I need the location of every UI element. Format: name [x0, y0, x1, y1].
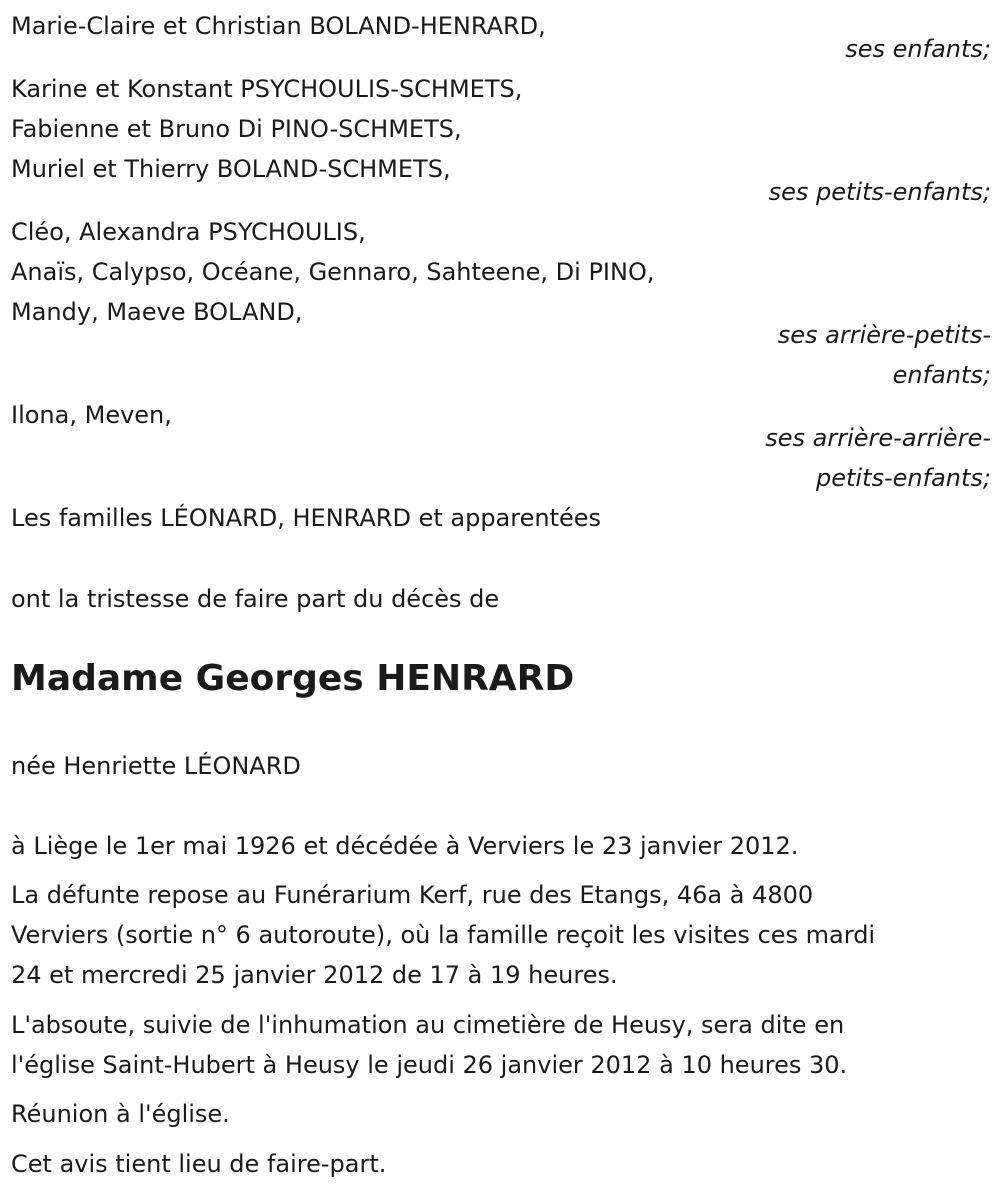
great-great-grandchildren-role-label-2: petits-enfants;	[816, 464, 991, 492]
great-great-grandchildren-role-label-1: ses arrière-arrière-	[765, 424, 991, 452]
maiden-name-line: née Henriette LÉONARD	[11, 752, 301, 780]
deceased-name-heading: Madame Georges HENRARD	[11, 658, 575, 699]
body-line-closing: Cet avis tient lieu de faire-part.	[11, 1150, 387, 1178]
body-line-funerarium-3: 24 et mercredi 25 janvier 2012 de 17 à 19 heures.	[11, 961, 618, 989]
great-grandchildren-name-2: Anaïs, Calypso, Océane, Gennaro, Sahteene, Di PINO,	[11, 258, 655, 286]
children-name-1: Marie-Claire et Christian BOLAND-HENRARD,	[11, 12, 546, 40]
grandchildren-name-3: Muriel et Thierry BOLAND-SCHMETS,	[11, 155, 451, 183]
children-role-label: ses enfants;	[845, 35, 991, 63]
great-grandchildren-name-1: Cléo, Alexandra PSYCHOULIS,	[11, 218, 366, 246]
announcement-line: ont la tristesse de faire part du décès de	[11, 585, 500, 613]
body-line-ceremony-2: l'église Saint-Hubert à Heusy le jeudi 26 janvier 2012 à 10 heures 30.	[11, 1051, 848, 1079]
body-line-ceremony-1: L'absoute, suivie de l'inhumation au cimetière de Heusy, sera dite en	[11, 1011, 845, 1039]
body-line-birth-death: à Liège le 1er mai 1926 et décédée à Verviers le 23 janvier 2012.	[11, 832, 799, 860]
great-grandchildren-role-label-1: ses arrière-petits-	[777, 321, 991, 349]
grandchildren-name-1: Karine et Konstant PSYCHOULIS-SCHMETS,	[11, 75, 523, 103]
grandchildren-name-2: Fabienne et Bruno Di PINO-SCHMETS,	[11, 115, 462, 143]
families-line: Les familles LÉONARD, HENRARD et apparentées	[11, 504, 602, 532]
body-line-funerarium-1: La défunte repose au Funérarium Kerf, rue des Etangs, 46a à 4800	[11, 881, 814, 909]
great-great-grandchildren-name-1: Ilona, Meven,	[11, 401, 172, 429]
body-line-reunion: Réunion à l'église.	[11, 1100, 230, 1128]
grandchildren-role-label: ses petits-enfants;	[768, 178, 991, 206]
body-line-funerarium-2: Verviers (sortie n° 6 autoroute), où la famille reçoit les visites ces mardi	[11, 921, 876, 949]
great-grandchildren-role-label-2: enfants;	[892, 361, 991, 389]
great-grandchildren-name-3: Mandy, Maeve BOLAND,	[11, 298, 303, 326]
